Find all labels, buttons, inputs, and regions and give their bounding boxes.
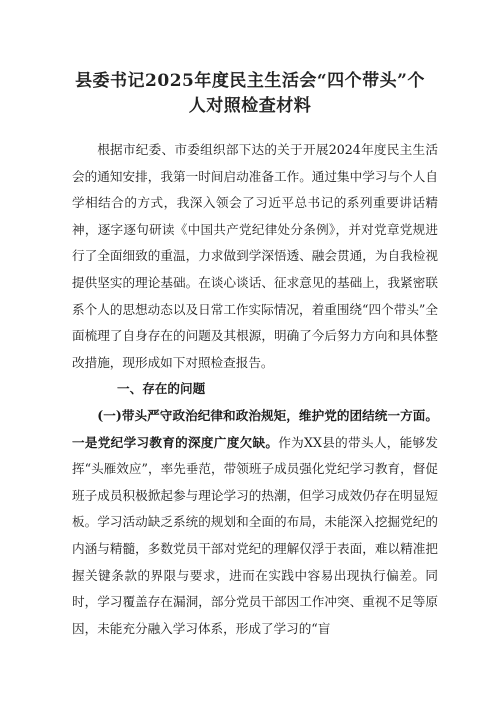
- intro-paragraph: 根据市纪委、市委组织部下达的关于开展2024年度民主生活会的通知安排，我第一时间启动准备工作。通过集中学习与个人自学相结合的方式，我深入领会了习近平总书记的系列重要讲话精神，逐字逐句研读《中国共产党纪律处分条例》，并对党章党规进行了全面细致的重温，力求做到学深悟透、融会贯通，为自我检视提供坚实的理论基础。在谈心谈话、征求意见的基础上，我紧密联系个人的思想动态以及日常工作实际情况，着重围绕“四个带头”全面梳理了自身存在的问题及其根源，明确了今后努力方向和具体整改措施，现形成如下对照检查报告。: [72, 142, 438, 370]
- title-line-2: 人对照检查材料: [188, 96, 312, 117]
- document-title: [60, 69, 440, 119]
- point-lead: 一是党纪学习教育的深度广度欠缺。: [72, 434, 279, 450]
- document-body: [72, 137, 438, 642]
- subsection-heading: (一)带头严守政治纪律和政治规矩，维护党的团结统一方面。: [97, 407, 438, 423]
- subsection-paragraph: [72, 403, 438, 642]
- point-body: 作为XX县的带头人，能够发挥“头雁效应”，率先垂范，带领班子成员强化党纪学习教育，督促班子成员积极掀起参与理论学习的热潮，但学习成效仍存在明显短板。学习活动缺乏系统的规划和全面的布局，未能深入挖掘党纪的内涵与精髓，多数党员干部对党纪的理解仅浮于表面，难以精准把握关键条款的界限与要求，进而在实践中容易出现执行偏差。同时，学习覆盖存在漏洞，部分党员干部因工作冲突、重视不足等原因，未能充分融入学习体系，形成了学习的“盲: [72, 434, 439, 636]
- section-heading-problems: 一、存在的问题: [117, 381, 206, 397]
- title-line-1: 县委书记2025年度民主生活会“四个带头”个: [75, 71, 425, 92]
